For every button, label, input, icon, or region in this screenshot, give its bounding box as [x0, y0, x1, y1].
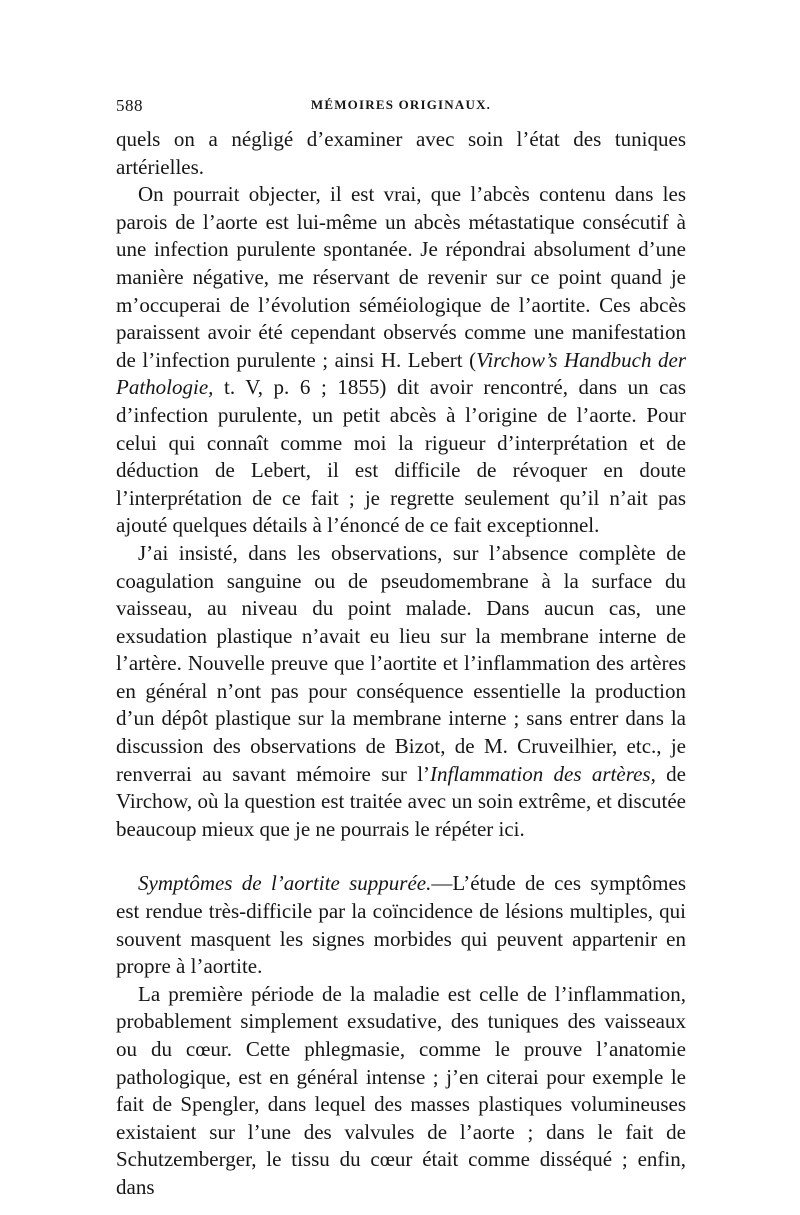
- citation-virchow-handbuch: Virchow’s Handbuch der Pathologie,: [116, 347, 687, 400]
- section-gap: [116, 843, 686, 870]
- paragraph-symptomes: [116, 870, 686, 980]
- book-page: [116, 96, 686, 1202]
- body-text: [116, 126, 686, 1202]
- paragraph-text: de Virchow, où la question est traitée avec un soin extrême, et discutée beaucoup mieux que je ne pourrais le répéter ici.: [116, 761, 686, 841]
- paragraph-coagulation: [116, 540, 686, 844]
- citation-inflammation-arteres: Inflammation des artères,: [430, 761, 656, 786]
- paragraph-continuation: quels on a négligé d’examiner avec soin l’état des tuniques artérielles.: [116, 127, 686, 179]
- running-title: MÉMOIRES ORIGINAUX.: [310, 97, 492, 112]
- paragraph-abces-metastatique: [116, 181, 686, 540]
- paragraph-premiere-periode: La première période de la maladie est celle de l’inflammation, probablement simplement exsudative, des tuniques des vaisseaux ou du cœur. Cette phlegmasie, comme le prouve l’anatomie pathologique, est en général intense ; j’en citerai pour exemple le fait de Spengler, dans lequel des masses plastiques volumineuses existaient sur l’une des valvules de l’aorte ; dans le fait de Schutzemberger, le tissu du cœur était comme disséqué ; enfin, dans: [116, 981, 686, 1199]
- section-heading-symptomes: Symptômes de l’aortite suppurée.: [138, 871, 432, 896]
- paragraph-text: On pourrait objecter, il est vrai, que l’abcès contenu dans les parois de l’aorte est lui-même un abcès métastatique consécutif à une infection purulente spontanée. Je répondrai absolument d’une manière négative, me réservant de revenir sur ce point quand je m’occuperai de l’évolution séméiologique de l’aortite. Ces abcès paraissent avoir été cependant observés comme une manifestation de l’infection purulente ; ainsi H. Lebert (: [116, 182, 686, 372]
- paragraph-text: —L’étude de ces symptômes est rendue très-difficile par la coïncidence de lésions multiples, qui souvent masquent les signes morbides qui peuvent appartenir en propre à l’aortite.: [116, 871, 686, 979]
- paragraph-text: t. V, p. 6 ; 1855) dit avoir rencontré, dans un cas d’infection purulente, un petit abcès à l’origine de l’aorte. Pour celui qui connaît comme moi la rigueur d’interprétation et de déduction de Lebert, il est difficile de révoquer en doute l’interprétation de ce fait ; je regrette seulement qu’il n’ait pas ajouté quelques détails à l’énoncé de ce fait exceptionnel.: [116, 375, 686, 538]
- page-number: 588: [116, 96, 143, 115]
- paragraph-text: J’ai insisté, dans les observations, sur l’absence complète de coagulation sanguine ou de pseudomembrane à la surface du vaisseau, au niveau du point malade. Dans aucun cas, une exsudation plastique n’avait eu lieu sur la membrane interne de l’artère. Nouvelle preuve que l’aortite et l’inflammation des artères en général n’ont pas pour conséquence essentielle la production d’un dépôt plastique sur la membrane interne ; sans entrer dans la discussion des observations de Bizot, de M. Cruveilhier, etc., je renverrai au savant mémoire sur l’: [116, 540, 686, 786]
- running-head: [116, 96, 686, 126]
